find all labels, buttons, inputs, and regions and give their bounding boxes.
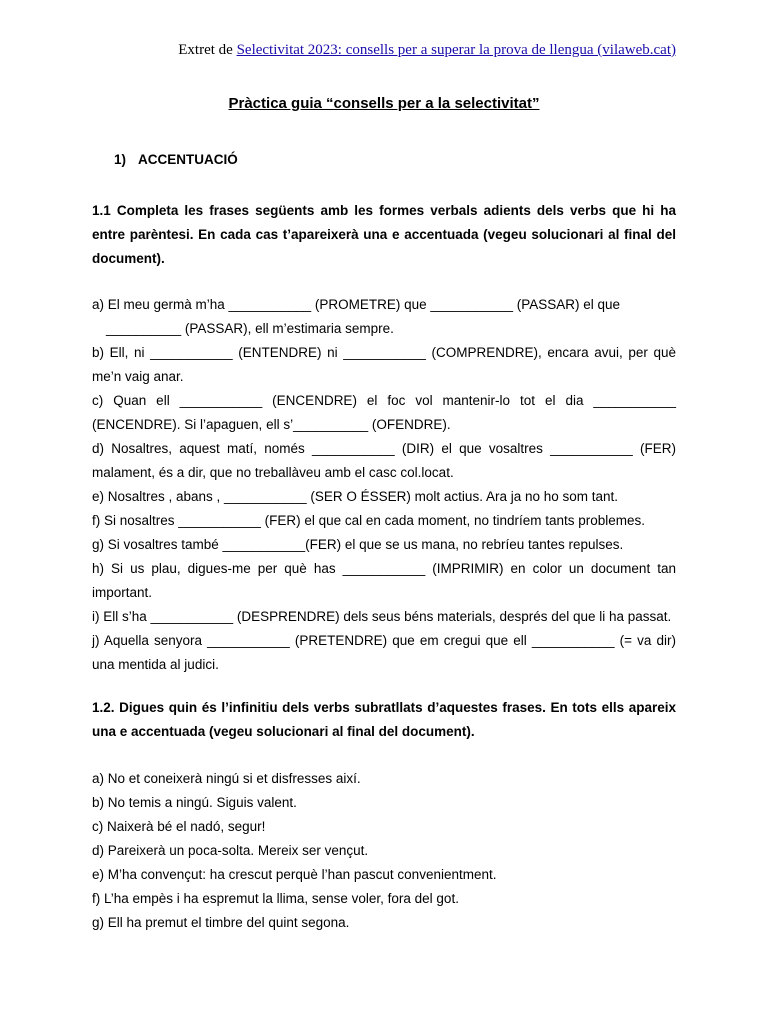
- exercise-item-text: j) Aquella senyora ___________ (PRETENDRE) que em cregui que ell ___________ (= va dir) una mentida al judici.: [92, 633, 676, 672]
- exercise-item-text: h) Si us plau, digues-me per què has ___________ (IMPRIMIR) en color un document tan important.: [92, 561, 676, 600]
- exercise-item: e) M’ha convençut: ha crescut perquè l’han pascut convenientment.: [92, 867, 497, 882]
- source-attribution: [178, 42, 676, 59]
- exercise-item-text: a) El meu germà m’ha ___________ (PROMETRE) que ___________ (PASSAR) el que: [92, 297, 621, 312]
- exercise-1-1-list: [92, 293, 676, 677]
- exercise-item: [92, 533, 676, 557]
- exercise-item: d) Pareixerà un poca-solta. Mereix ser vençut.: [92, 843, 369, 858]
- exercise-item: [92, 389, 676, 437]
- exercise-item-text: f) Si nosaltres ___________ (FER) el que cal en cada moment, no tindríem tants problemes.: [92, 513, 646, 528]
- exercise-item: f) L’ha empès i ha espremut la llima, sense voler, fora del got.: [92, 891, 459, 906]
- section-heading: [114, 152, 238, 167]
- document-title: Pràctica guia “consells per a la selectivitat”: [228, 95, 540, 112]
- source-link[interactable]: Selectivitat 2023: consells per a superar la prova de llengua (vilaweb.cat): [236, 42, 676, 58]
- exercise-1-1-instructions: 1.1 Completa les frases següents amb les formes verbals adients dels verbs que hi ha entre parèntesi. En cada cas t’apareixerà una e accentuada (vegeu solucionari al final del document).: [92, 203, 676, 266]
- exercise-1-2-instructions: 1.2. Digues quin és l’infinitiu dels verbs subratllats d’aquestes frases. En tots ells apareix una e accentuada (vegeu solucionari al final del document).: [92, 700, 676, 739]
- exercise-1-2-list: [92, 767, 676, 935]
- exercise-item: b) No temis a ningú. Siguis valent.: [92, 795, 297, 810]
- exercise-item: [92, 605, 676, 629]
- exercise-item: g) Ell ha premut el timbre del quint segona.: [92, 915, 350, 930]
- exercise-item: c) Naixerà bé el nadó, segur!: [92, 819, 266, 834]
- exercise-item: [92, 557, 676, 605]
- exercise-item: [92, 485, 676, 509]
- section-number: 1): [114, 152, 127, 167]
- exercise-item: [92, 629, 676, 677]
- exercise-item: [92, 437, 676, 485]
- exercise-item: a) No et coneixerà ningú si et disfresses així.: [92, 771, 361, 786]
- section-title: ACCENTUACIÓ: [138, 152, 238, 167]
- source-prefix: Extret de: [178, 42, 237, 58]
- exercise-item-text: d) Nosaltres, aquest matí, només ___________ (DIR) el que vosaltres ___________ (FER) malament, és a dir, que no treballàveu amb el casc col.locat.: [92, 441, 676, 480]
- exercise-item-text: i) Ell s’ha ___________ (DESPRENDRE) dels seus béns materials, després del que li ha passat.: [92, 609, 672, 624]
- exercise-item: [92, 509, 676, 533]
- exercise-item-text: c) Quan ell ___________ (ENCENDRE) el foc vol mantenir-lo tot el dia ___________ (ENCENDRE). Si l’apaguen, ell s’__________ (OFENDRE).: [92, 393, 676, 432]
- exercise-item-continuation: __________ (PASSAR), ell m’estimaria sempre.: [106, 321, 394, 336]
- exercise-item-text: b) Ell, ni ___________ (ENTENDRE) ni ___________ (COMPRENDRE), encara avui, per què me’n vaig anar.: [92, 345, 676, 384]
- exercise-item: [92, 341, 676, 389]
- exercise-item-text: e) Nosaltres , abans , ___________ (SER O ÉSSER) molt actius. Ara ja no ho som tant.: [92, 489, 619, 504]
- exercise-item: [92, 293, 676, 341]
- exercise-item-text: g) Si vosaltres també ___________(FER) el que se us mana, no rebríeu tantes repulses.: [92, 537, 624, 552]
